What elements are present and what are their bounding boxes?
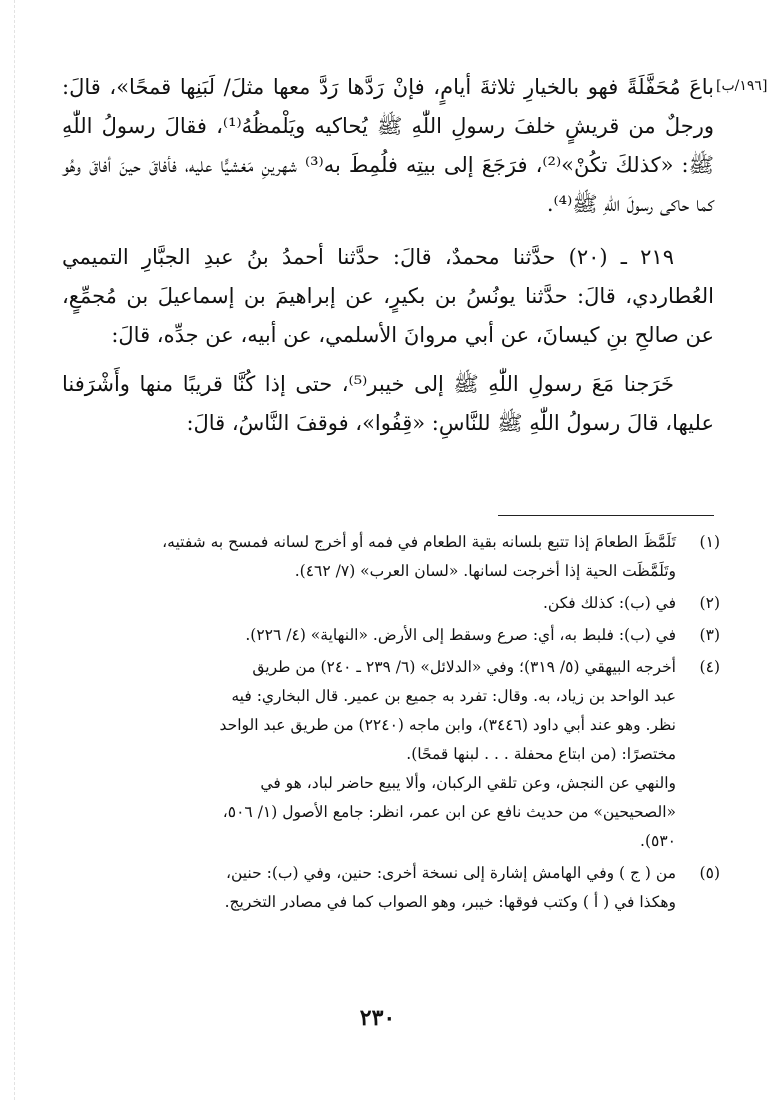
scan-fold-line — [14, 0, 15, 1100]
footnote-text — [72, 589, 676, 618]
footnote-line: في (ب): كذلك فكن. — [542, 594, 676, 612]
footnote-text — [72, 528, 676, 586]
footnote — [72, 859, 720, 917]
hadith-paragraph-1: باعَ مُحَفَّلَةً فهو بالخيارِ ثلاثةَ أيامٍ، فإنْ رَدَّها رَدَّ معها مثلَ/ لَبَنِها قمحًا»، قالَ: ورجلٌ من قريشٍ خلفَ رسولِ اللّٰهِ ﷺ يُحاكيه ويَلْمظُهُ⁽¹⁾، فقالَ رسولُ اللّٰهِ ﷺ: «كذلكَ تكُنْ»⁽²⁾، فرَجَعَ إلى بيتِه فلُمِطَ به⁽³⁾ شهرينِ مَغشيًّا عليه، فأفاقَ حينَ أفاقَ وهُو كما حاكى رسولَ اللّٰهِ ﷺ⁽⁴⁾. — [62, 75, 714, 216]
footnote-line: وهكذا في ( أ ) وكتب فوقها: خيبر، وهو الصواب كما في مصادر التخريج. — [224, 893, 676, 911]
footnote-line: والنهي عن النجش، وعن تلقي الركبان، وألا يبيع حاضر لباد، هو في — [260, 774, 676, 792]
footnote-number: (٥) — [699, 864, 720, 882]
footnotes — [72, 528, 720, 920]
footnote-line: ٥٣٠). — [640, 832, 676, 850]
footnote-text — [72, 653, 676, 856]
footnote-line: «الصحيحين» من حديث نافع عن ابن عمر، انظر: جامع الأصول (١/ ٥٠٦، — [222, 803, 676, 821]
footnote-separator — [498, 515, 714, 516]
footnote-line: أخرجه البيهقي (٥/ ٣١٩)؛ وفي «الدلائل» (٦/ ٢٣٩ ـ ٢٤٠) من طريق — [252, 658, 676, 676]
hadith-paragraph-3: خَرَجنا مَعَ رسولِ اللّٰهِ ﷺ إلى خيبر⁽⁵⁾، حتى إذا كُنَّا قريبًا منها وأَشْرَفنا عليها، قالَ رسولُ اللّٰهِ ﷺ للنَّاسِ: «قِفُوا»، فوقفَ النَّاسُ، قالَ: — [62, 372, 714, 435]
footnote-text — [72, 859, 676, 917]
footnote-number: (٣) — [699, 626, 720, 644]
footnote-line: في (ب): فلبط به، أي: صرع وسقط إلى الأرض. «النهاية» (٤/ ٢٢٦). — [245, 626, 676, 644]
footnote-line: تَلَمَّظَ الطعامَ إذا تتبع بلسانه بقية الطعام في فمه أو أخرج لسانه فمسح به شفتيه، — [162, 533, 676, 551]
footnote-number: (١) — [699, 533, 720, 551]
main-text — [62, 68, 714, 443]
footnote — [72, 528, 720, 586]
footnote-line: من ( ج ) وفي الهامش إشارة إلى نسخة أخرى: حنين، وفي (ب): حنين، — [225, 864, 676, 882]
footnote-line: نظر. وهو عند أبي داود (٣٤٤٦)، وابن ماجه (٢٢٤٠) من طريق عبد الواحد — [219, 716, 676, 734]
footnote — [72, 621, 720, 650]
footnote-line: وتَلَمَّظَت الحية إذا أخرجت لسانها. «لسان العرب» (٧/ ٤٦٢). — [294, 562, 676, 580]
hadith-paragraph-2: ٢١٩ ـ (٢٠) حدَّثنا محمدٌ، قالَ: حدَّثنا أحمدُ بنُ عبدِ الجبَّارِ التميمي العُطاردي، قالَ: حدَّثنا يونُسُ بن بكيرٍ، عن إبراهيمَ بن إسماعيلَ بن مُجمِّعٍ، عن صالحِ بنِ كيسانَ، عن أبي مروانَ الأسلمي، عن أبيه، عن جدِّه، قالَ: — [62, 245, 714, 347]
footnote-number: (٢) — [699, 594, 720, 612]
footnote-text — [72, 621, 676, 650]
footnote — [72, 589, 720, 618]
footnote-line: مختصرًا: (من ابتاع محفلة . . . لبنها قمحًا). — [406, 745, 676, 763]
manuscript-folio-marker: [١٩٦/ب] — [716, 78, 767, 94]
page-number: ٢٣٠ — [359, 1005, 396, 1031]
footnote — [72, 653, 720, 856]
footnote-number: (٤) — [699, 658, 720, 676]
footnote-line: عبد الواحد بن زياد، به. وقال: تفرد به جميع بن عمير. قال البخاري: فيه — [231, 687, 676, 705]
